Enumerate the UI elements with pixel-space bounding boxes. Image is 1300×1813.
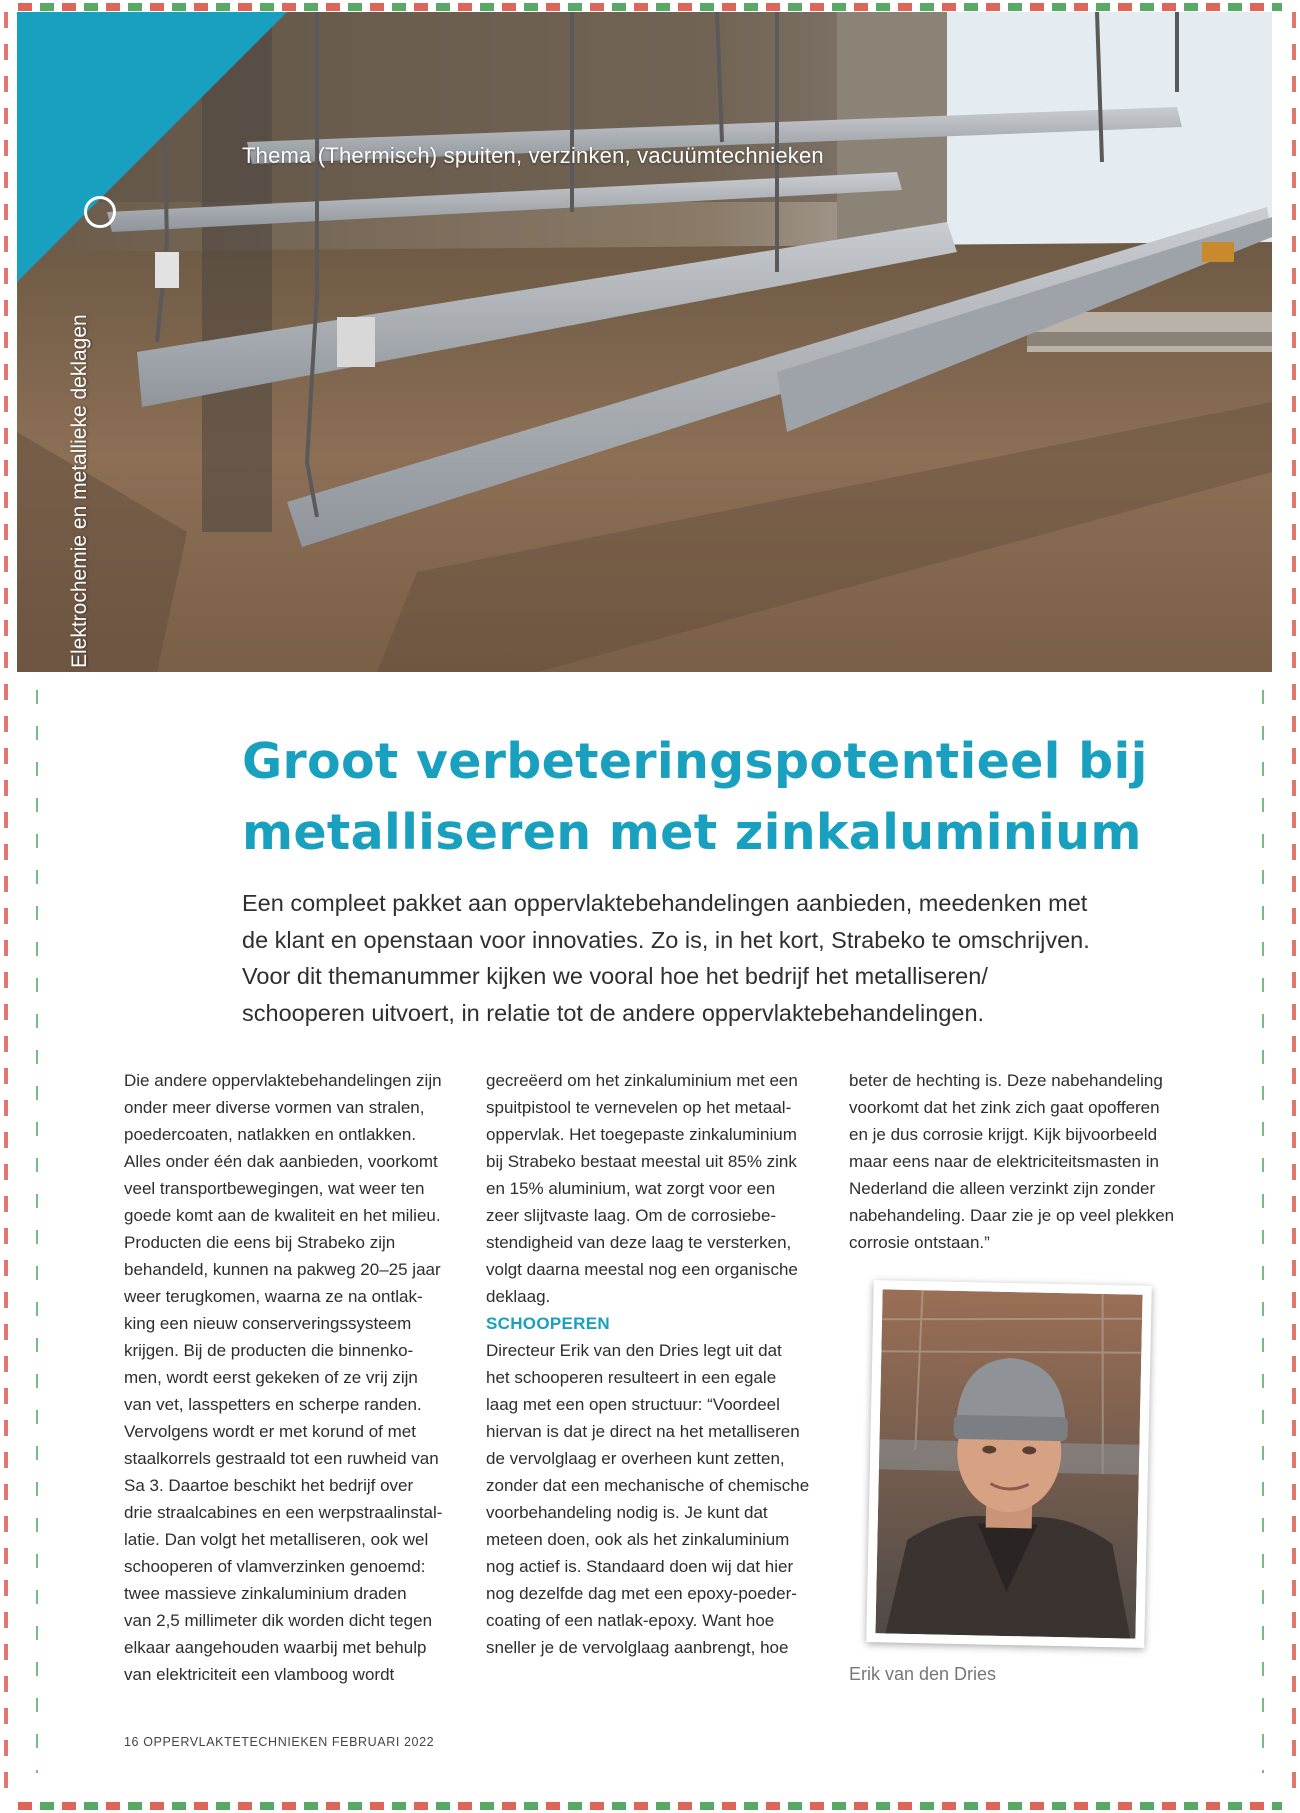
body-line: krijgen. Bij de producten die binnenko-	[124, 1341, 414, 1360]
body-line: gecreëerd om het zinkaluminium met een	[486, 1071, 798, 1090]
crop-marks-right	[1292, 12, 1296, 1801]
page-number: 16	[124, 1735, 140, 1749]
page-footer	[124, 1735, 434, 1749]
body-line: zonder dat een mechanische of chemische	[486, 1476, 810, 1495]
body-paragraph	[849, 1067, 1189, 1256]
body-line: veel transportbewegingen, wat weer ten	[124, 1179, 425, 1198]
body-line: maar eens naar de elektriciteitsmasten in	[849, 1152, 1159, 1171]
body-line: en je dus corrosie krijgt. Kijk bijvoorbeeld	[849, 1125, 1158, 1144]
body-column-3	[849, 1067, 1189, 1256]
body-line: sneller je de vervolglaag aanbrengt, hoe	[486, 1638, 789, 1657]
article-title-line-2: metalliseren met zinkaluminium	[242, 804, 1142, 861]
body-line: corrosie ontstaan.”	[849, 1233, 990, 1252]
body-line: nog dezelfde dag met een epoxy-poeder-	[486, 1584, 797, 1603]
body-line: van vet, lasspetters en scherpe randen.	[124, 1395, 422, 1414]
body-line: behandeld, kunnen na pakweg 20–25 jaar	[124, 1260, 441, 1279]
body-line: laag met een open structuur: “Voordeel	[486, 1395, 780, 1414]
body-line: latie. Dan volgt het metalliseren, ook wel	[124, 1530, 429, 1549]
article-title	[242, 726, 1192, 868]
body-line: van elektriciteit een vlamboog wordt	[124, 1665, 395, 1684]
hero-photo	[17, 12, 1272, 672]
body-line: Nederland die alleen verzinkt zijn zonder	[849, 1179, 1156, 1198]
body-line: beter de hechting is. Deze nabehandeling	[849, 1071, 1163, 1090]
body-line: nabehandeling. Daar zie je op veel plekken	[849, 1206, 1175, 1225]
body-line: de vervolglaag er overheen kunt zetten,	[486, 1449, 785, 1468]
portrait-photo	[866, 1280, 1152, 1648]
body-line: goede komt aan de kwaliteit en het milieu.	[124, 1206, 441, 1225]
body-line: hiervan is dat je direct na het metalliseren	[486, 1422, 800, 1441]
body-line: weer terugkomen, waarna ze na ontlak-	[124, 1287, 423, 1306]
body-line: van 2,5 millimeter dik worden dicht tegen	[124, 1611, 433, 1630]
photo-caption: Erik van den Dries	[849, 1664, 997, 1684]
body-line: meteen doen, ook als het zinkaluminium	[486, 1530, 790, 1549]
body-line: volgt daarna meestal nog een organische	[486, 1260, 798, 1279]
body-line: coating of een natlak-epoxy. Want hoe	[486, 1611, 775, 1630]
body-line: men, wordt eerst gekeken of ze vrij zijn	[124, 1368, 418, 1387]
body-line: Producten die eens bij Strabeko zijn	[124, 1233, 396, 1252]
body-line: oppervlak. Het toegepaste zinkaluminium	[486, 1125, 797, 1144]
body-line: voorkomt dat het zink zich gaat opofferen	[849, 1098, 1160, 1117]
body-paragraph	[486, 1067, 826, 1310]
body-line: poedercoaten, natlakken en ontlakken.	[124, 1125, 417, 1144]
body-line: nog actief is. Standaard doen wij dat hier	[486, 1557, 794, 1576]
crop-marks-top	[18, 3, 1282, 11]
theme-label: Thema (Thermisch) spuiten, verzinken, vacuümtechnieken	[242, 143, 824, 168]
crop-marks-left-inner	[36, 690, 38, 1773]
article-intro	[242, 885, 1132, 1031]
body-line: spuitpistool te vernevelen op het metaal-	[486, 1098, 792, 1117]
intro-line: Een compleet pakket aan oppervlaktebehandelingen aanbieden, meedenken met	[242, 890, 1088, 916]
body-line: voorbehandeling nodig is. Je kunt dat	[486, 1503, 768, 1522]
body-line: deklaag.	[486, 1287, 551, 1306]
intro-line: Voor dit themanummer kijken we vooral hoe het bedrijf het metalliseren/	[242, 963, 988, 989]
body-line: Alles onder één dak aanbieden, voorkomt	[124, 1152, 438, 1171]
body-paragraph	[124, 1067, 470, 1688]
publication-name: OPPERVLAKTETECHNIEKEN FEBRUARI 2022	[143, 1735, 435, 1749]
body-column-1	[124, 1067, 470, 1688]
body-line: onder meer diverse vormen van stralen,	[124, 1098, 425, 1117]
body-line: staalkorrels gestraald tot een ruwheid van	[124, 1449, 439, 1468]
crop-marks-bottom	[18, 1802, 1282, 1810]
body-paragraph	[486, 1337, 826, 1661]
article-title-line-1: Groot verbeteringspotentieel bij	[242, 733, 1148, 790]
body-line: schooperen of vlamverzinken genoemd:	[124, 1557, 426, 1576]
section-label: Elektrochemie en metallieke deklagen	[68, 314, 91, 668]
body-line: Directeur Erik van den Dries legt uit dat	[486, 1341, 782, 1360]
body-line: zeer slijtvaste laag. Om de corrosiebe-	[486, 1206, 777, 1225]
body-line: Die andere oppervlaktebehandelingen zijn	[124, 1071, 442, 1090]
crop-marks-right-inner	[1262, 690, 1264, 1773]
body-line: het schooperen resulteert in een egale	[486, 1368, 777, 1387]
section-subheading: SCHOOPEREN	[486, 1314, 610, 1333]
body-line: king een nieuw conserveringssysteem	[124, 1314, 412, 1333]
body-line: Sa 3. Daartoe beschikt het bedrijf over	[124, 1476, 414, 1495]
body-line: twee massieve zinkaluminium draden	[124, 1584, 407, 1603]
section-marker-circle	[84, 196, 116, 228]
body-line: bij Strabeko bestaat meestal uit 85% zink	[486, 1152, 797, 1171]
body-line: Vervolgens wordt er met korund of met	[124, 1422, 416, 1441]
intro-line: schooperen uitvoert, in relatie tot de andere oppervlaktebehandelingen.	[242, 999, 985, 1026]
body-line: drie straalcabines en een werpstraalinstal-	[124, 1503, 443, 1522]
crop-marks-left	[4, 12, 8, 1801]
intro-line: de klant en openstaan voor innovaties. Zo is, in het kort, Strabeko te omschrijven.	[242, 926, 1090, 953]
body-column-2	[486, 1067, 826, 1661]
body-line: stendigheid van deze laag te versterken,	[486, 1233, 792, 1252]
body-line: elkaar aangehouden waarbij met behulp	[124, 1638, 427, 1657]
body-line: en 15% aluminium, wat zorgt voor een	[486, 1179, 776, 1198]
